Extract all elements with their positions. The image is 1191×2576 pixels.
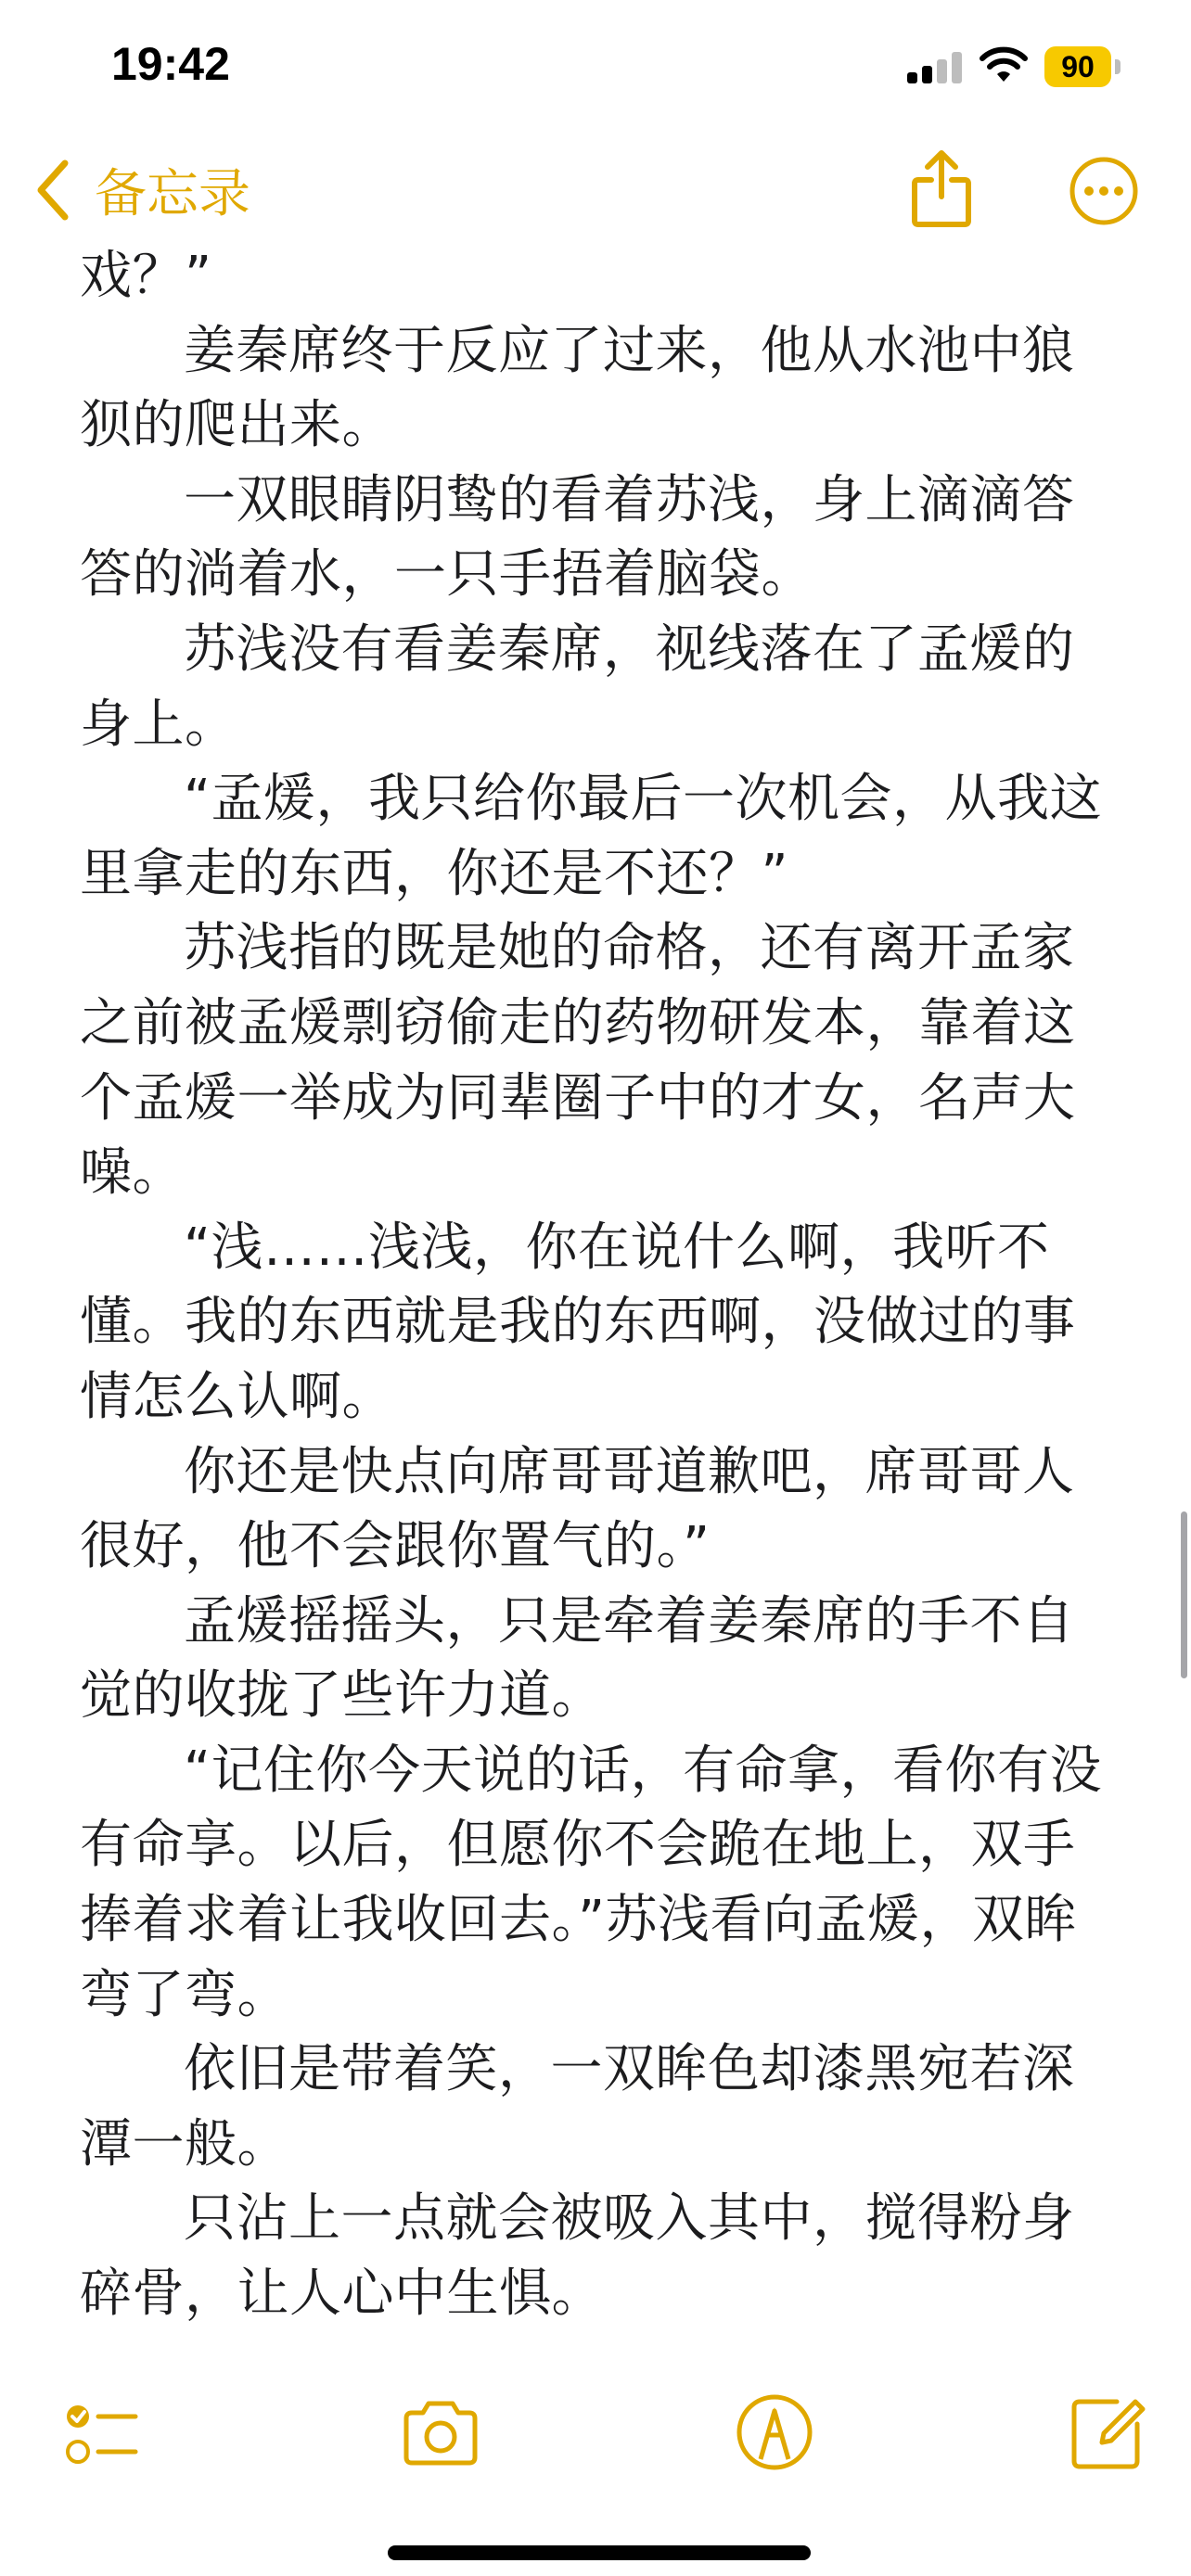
wifi-icon bbox=[980, 46, 1028, 83]
battery-icon bbox=[1044, 46, 1122, 87]
chevron-left-icon bbox=[33, 158, 74, 223]
note-paragraph: “记住你今天说的话，有命拿，看你有没有命享。以后，但愿你不会跪在地上，双手捧着求着让我收回去。”苏浅看向孟煖，双眸弯了弯。 bbox=[80, 1740, 1103, 2025]
more-icon[interactable] bbox=[1069, 156, 1139, 226]
battery-level: 90 bbox=[1044, 46, 1111, 87]
checklist-icon[interactable] bbox=[58, 2391, 141, 2474]
back-label: 备忘录 bbox=[95, 164, 250, 224]
home-indicator[interactable] bbox=[388, 2545, 811, 2560]
compose-icon[interactable] bbox=[1065, 2391, 1148, 2474]
camera-icon[interactable] bbox=[399, 2391, 482, 2474]
signal-icon bbox=[907, 52, 963, 83]
note-paragraph: 一双眼睛阴鸷的看着苏浅，身上滴滴答答的淌着水，一只手捂着脑袋。 bbox=[80, 469, 1075, 606]
note-paragraph: 只沾上一点就会被吸入其中，搅得粉身碎骨，让人心中生惧。 bbox=[80, 2188, 1075, 2325]
note-paragraph: 苏浅指的既是她的命格，还有离开孟家之前被孟煖剽窃偷走的药物研发本，靠着这个孟煖一举成为同辈圈子中的才女，名声大噪。 bbox=[80, 918, 1076, 1204]
note-paragraph: 孟煖摇摇头，只是牵着姜秦席的手不自觉的收拢了些许力道。 bbox=[80, 1590, 1075, 1727]
status-time: 19:42 bbox=[111, 38, 230, 90]
back-button[interactable] bbox=[33, 158, 250, 223]
share-icon[interactable] bbox=[909, 147, 974, 230]
note-paragraph: 戏？” bbox=[80, 246, 212, 306]
note-body[interactable] bbox=[80, 239, 1111, 2332]
note-paragraph: 姜秦席终于反应了过来，他从水池中狼狈的爬出来。 bbox=[80, 320, 1075, 456]
note-paragraph: 你还是快点向席哥哥道歉吧，席哥哥人很好，他不会跟你置气的。” bbox=[80, 1441, 1075, 1577]
scroll-indicator[interactable] bbox=[1181, 1511, 1187, 1678]
markup-icon[interactable] bbox=[733, 2391, 816, 2474]
status-bar bbox=[0, 0, 1191, 139]
note-paragraph: 依旧是带着笑，一双眸色却漆黑宛若深潭一般。 bbox=[80, 2039, 1075, 2174]
note-paragraph: 苏浅没有看姜秦席，视线落在了孟煖的身上。 bbox=[80, 618, 1075, 755]
note-paragraph: “浅……浅浅，你在说什么啊，我听不懂。我的东西就是我的东西啊，没做过的事情怎么认啊。 bbox=[80, 1217, 1076, 1427]
note-paragraph: “孟煖，我只给你最后一次机会，从我这里拿走的东西，你还是不还？” bbox=[80, 769, 1103, 904]
